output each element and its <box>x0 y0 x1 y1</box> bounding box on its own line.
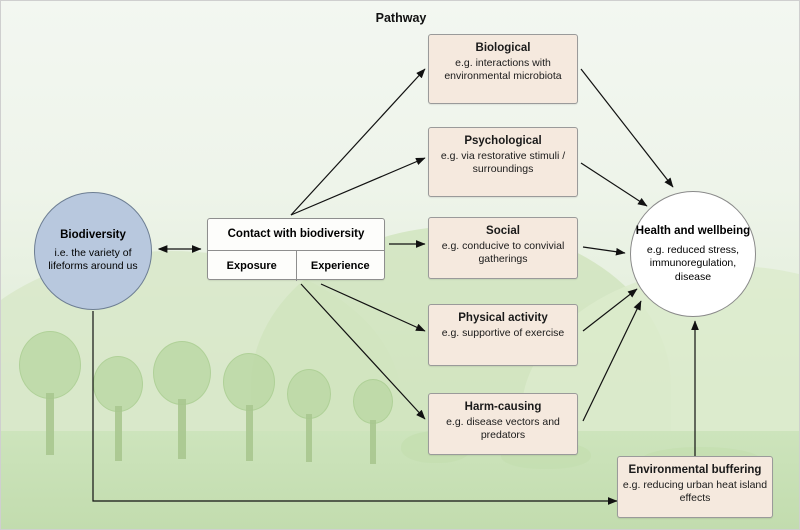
pathway-title: Physical activity <box>458 312 548 324</box>
pathway-social <box>428 217 578 279</box>
pathway-desc: e.g. interactions with environmental microbiota <box>444 57 562 83</box>
contact-exposure-label: Exposure <box>208 251 297 281</box>
biodiversity-desc: i.e. the variety of lifeforms around us <box>48 246 138 272</box>
pathway-psychological <box>428 127 578 197</box>
tree-icon <box>19 331 81 461</box>
pathway-desc: e.g. conducive to convivial gatherings <box>441 240 565 266</box>
contact-experience-label: Experience <box>310 260 370 272</box>
pathway-physical-activity <box>428 304 578 366</box>
tree-icon <box>153 341 211 466</box>
tree-icon <box>223 353 275 465</box>
pathway-harm-causing <box>428 393 578 455</box>
pathway-title: Psychological <box>464 135 542 147</box>
pathway-title: Biological <box>475 42 531 54</box>
buffering-desc: e.g. reducing urban heat island effects <box>622 479 768 505</box>
environmental-buffering-node <box>617 456 773 518</box>
tree-icon <box>93 356 143 466</box>
health-and-wellbeing-node <box>630 191 756 317</box>
outcome-desc: e.g. reduced stress, immunoregulation, disease <box>646 243 740 283</box>
pathway-desc: e.g. supportive of exercise <box>441 327 565 339</box>
pathway-desc: e.g. via restorative stimuli / surroundings <box>440 150 566 176</box>
pathway-title: Social <box>486 225 520 237</box>
contact-title: Contact with biodiversity <box>208 219 384 251</box>
tree-icon <box>353 379 393 467</box>
pathway-biological <box>428 34 578 104</box>
biodiversity-node <box>34 192 152 310</box>
contact-with-biodiversity-node <box>207 218 385 280</box>
buffering-title: Environmental buffering <box>628 464 762 476</box>
tree-icon <box>287 369 331 465</box>
biodiversity-title: Biodiversity <box>60 228 126 241</box>
outcome-title: Health and wellbeing <box>635 224 751 237</box>
page-title: Pathway <box>375 11 427 25</box>
pathway-title: Harm-causing <box>464 401 542 413</box>
pathway-desc: e.g. disease vectors and predators <box>446 416 560 442</box>
